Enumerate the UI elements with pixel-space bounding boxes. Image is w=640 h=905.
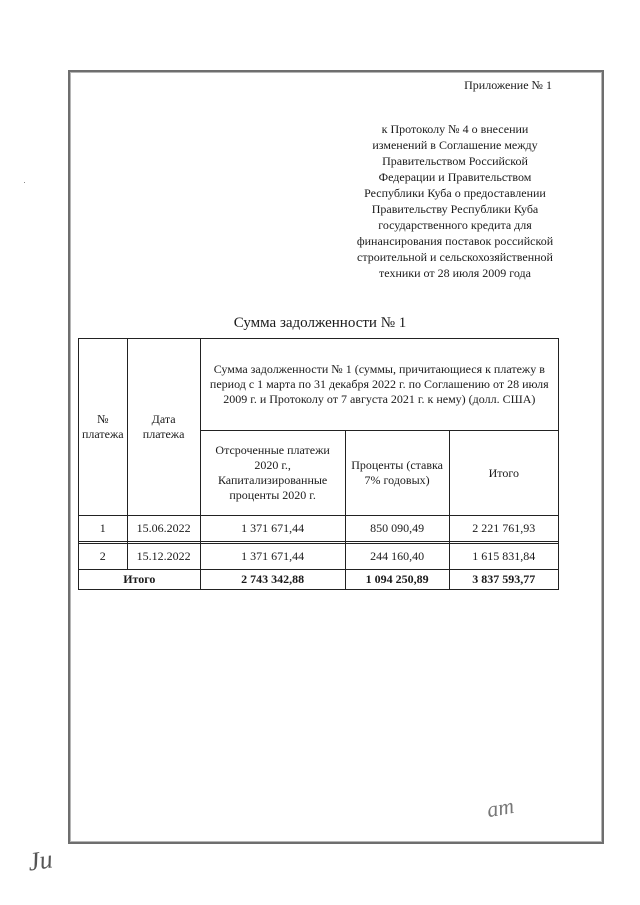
corner-signature: Ju — [26, 844, 55, 877]
cell-total: 2 221 761,93 — [449, 516, 558, 542]
totals-deferred: 2 743 342,88 — [200, 570, 345, 590]
cell-interest: 850 090,49 — [345, 516, 449, 542]
intro-line: к Протоколу № 4 о внесении — [381, 122, 529, 136]
cell-interest: 244 160,40 — [345, 544, 449, 570]
cell-deferred: 1 371 671,44 — [200, 516, 345, 542]
cell-total: 1 615 831,84 — [449, 544, 558, 570]
header-deferred-payments: Отсроченные платежи 2020 г., Капитализированные проценты 2020 г. — [200, 431, 345, 516]
table-row — [79, 544, 559, 570]
intro-line: техники от 28 июля 2009 года — [379, 266, 531, 280]
cell-deferred: 1 371 671,44 — [200, 544, 345, 570]
intro-line: Республики Куба о предоставлении — [364, 186, 546, 200]
intro-line: Правительству Республики Куба — [371, 202, 539, 216]
totals-label: Итого — [79, 570, 201, 590]
header-payment-date: Дата платежа — [127, 339, 200, 516]
intro-line: строительной и сельскохозяйственной — [357, 250, 553, 264]
totals-row — [79, 570, 559, 590]
intro-line: государственного кредита для — [378, 218, 532, 232]
header-payment-number: № платежа — [79, 339, 128, 516]
initials-signature: am — [484, 792, 516, 823]
cell-date: 15.06.2022 — [127, 516, 200, 542]
table-header-row — [79, 339, 559, 431]
scan-speck — [24, 182, 25, 183]
cell-number: 2 — [79, 544, 128, 570]
header-debt-sum-group: Сумма задолженности № 1 (суммы, причитающиеся к платежу в период с 1 марта по 31 декабря 2022 г. по Соглашению от 28 июля 2009 г. и Протоколу от 7 августа 2021 г. к нему) (долл. США) — [200, 339, 558, 431]
intro-line: финансирования поставок российской — [356, 234, 554, 248]
cell-date: 15.12.2022 — [127, 544, 200, 570]
intro-line: Правительством Российской — [382, 154, 528, 168]
debt-table — [78, 338, 559, 590]
protocol-reference — [340, 121, 570, 281]
table-title: Сумма задолженности № 1 — [233, 315, 407, 331]
intro-line: Федерации и Правительством — [378, 170, 532, 184]
totals-total: 3 837 593,77 — [449, 570, 558, 590]
cell-number: 1 — [79, 516, 128, 542]
appendix-label: Приложение № 1 — [464, 78, 552, 92]
intro-line: изменений в Соглашение между — [372, 138, 538, 152]
header-total: Итого — [449, 431, 558, 516]
header-interest: Проценты (ставка 7% годовых) — [345, 431, 449, 516]
table-row — [79, 516, 559, 542]
totals-interest: 1 094 250,89 — [345, 570, 449, 590]
